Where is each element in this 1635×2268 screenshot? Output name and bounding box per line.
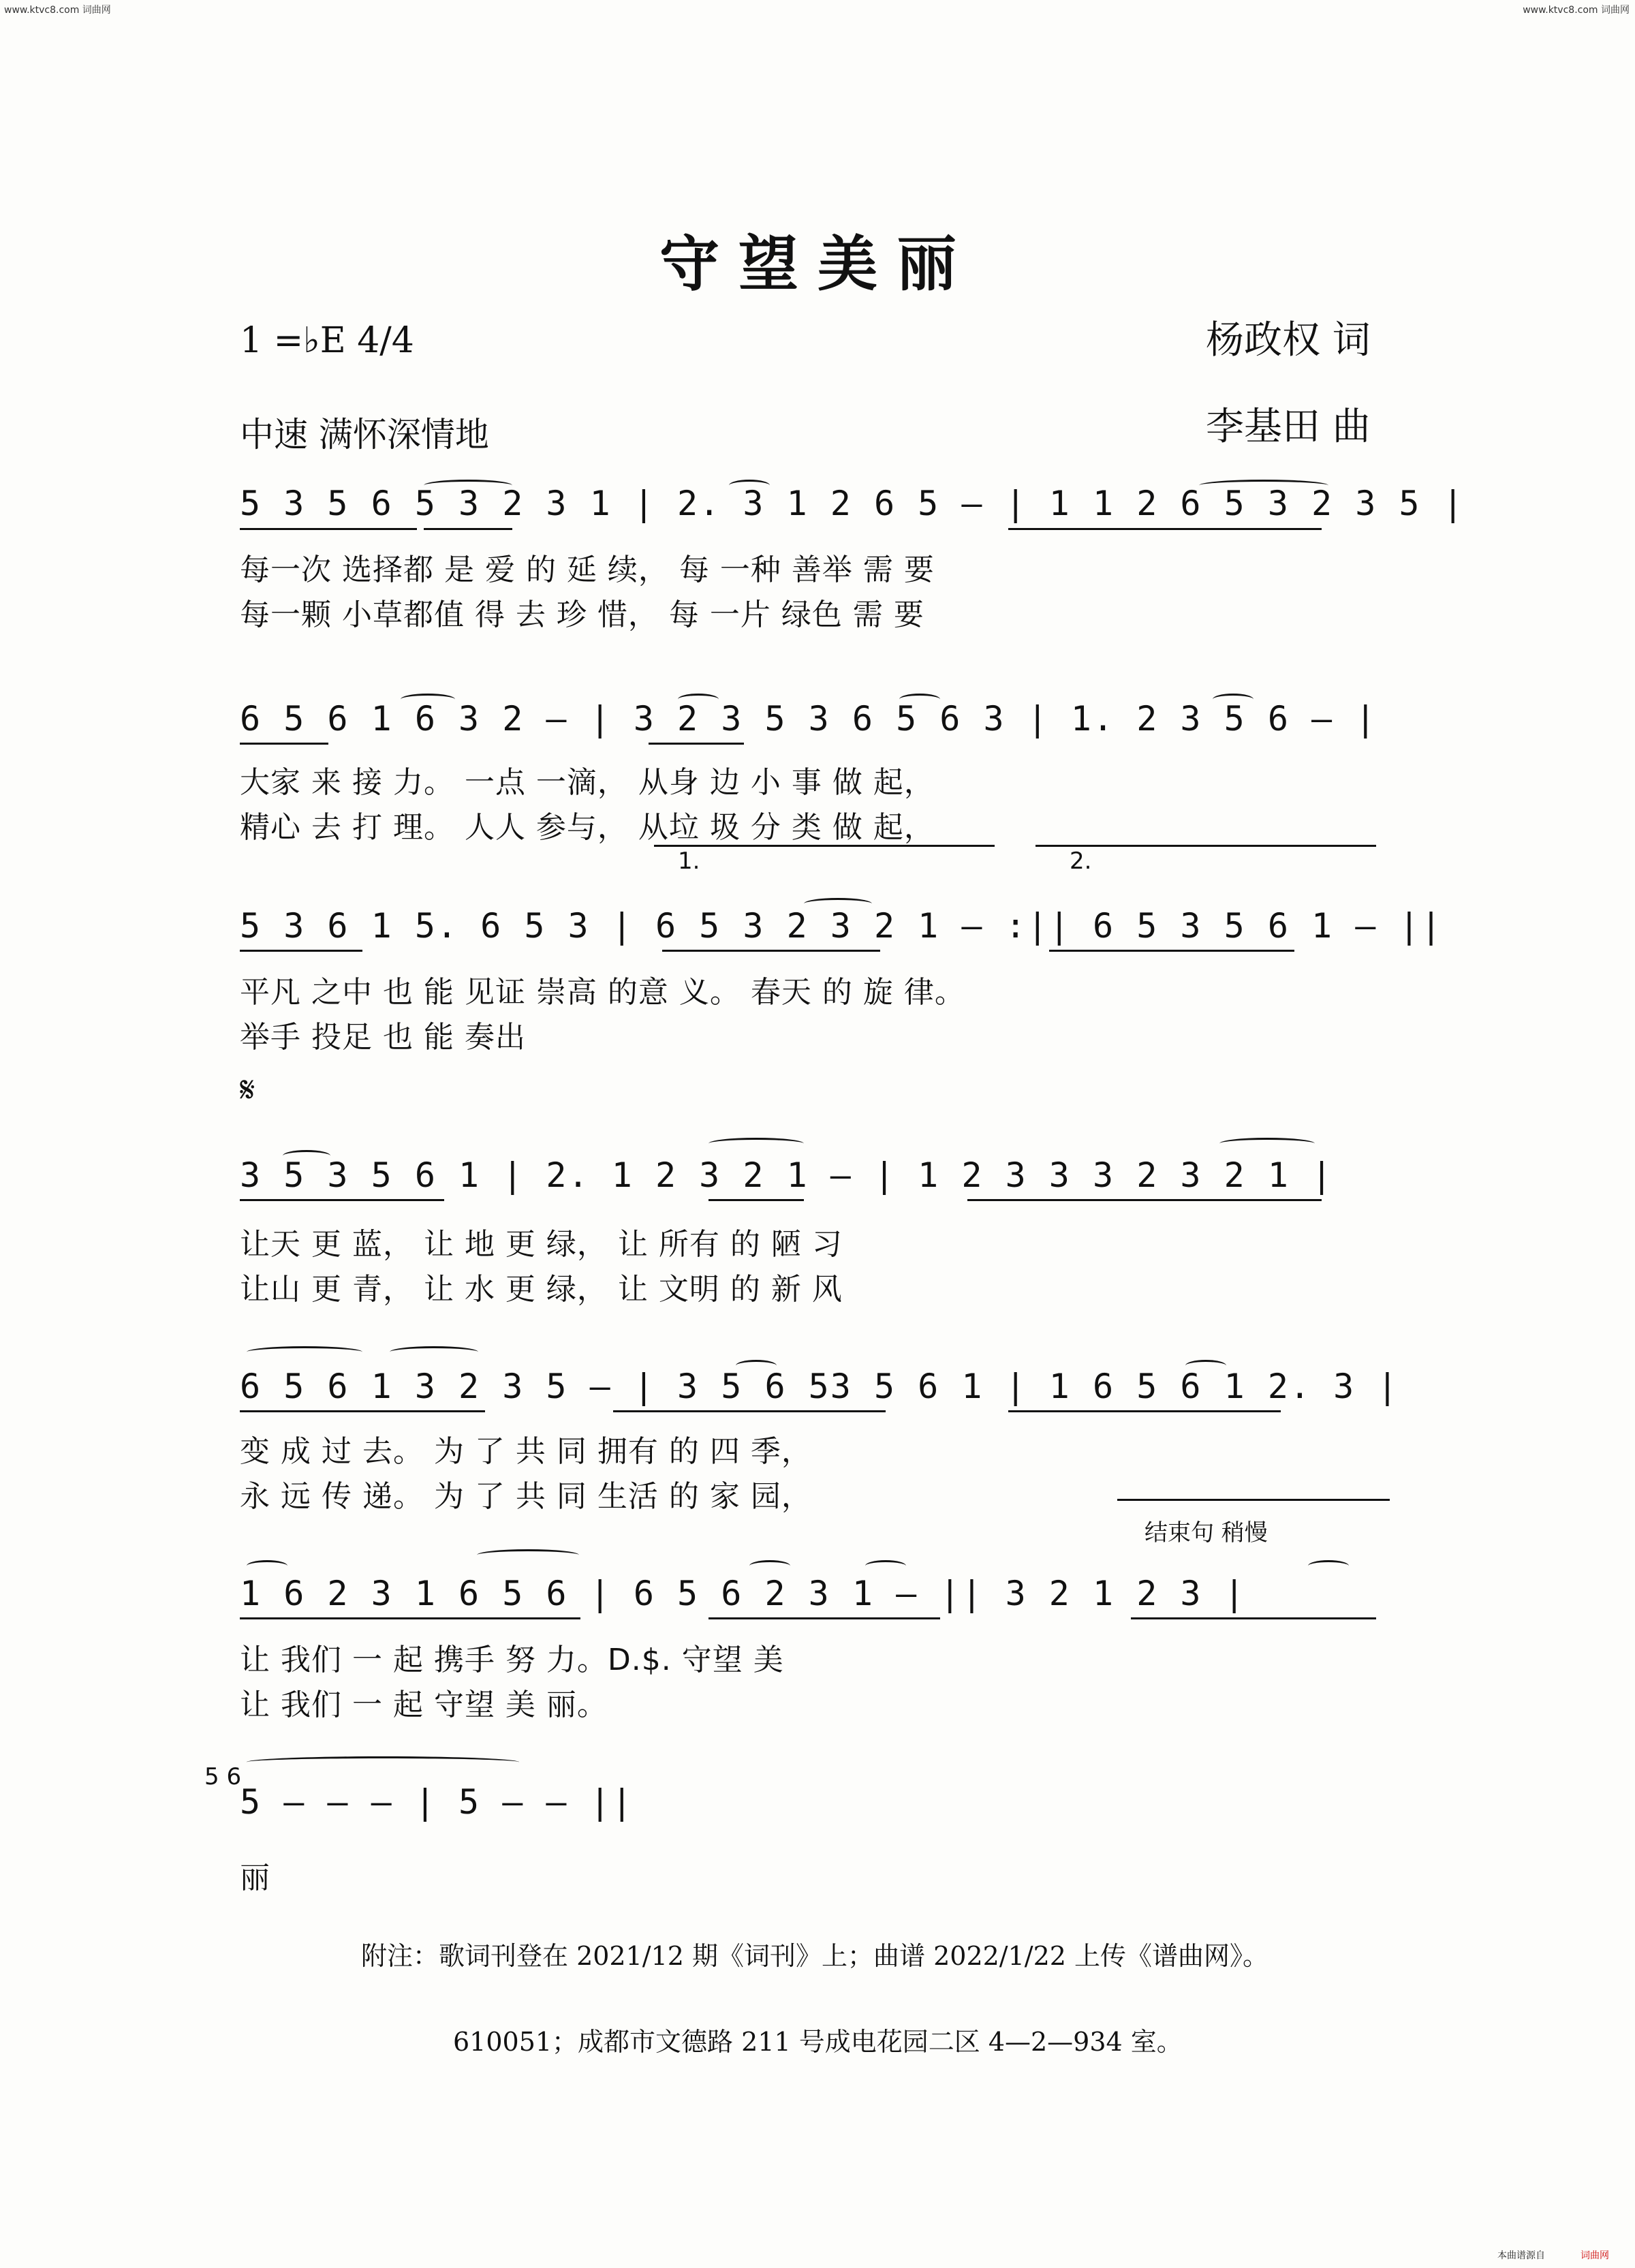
slur	[749, 1560, 790, 1572]
beam-underline	[240, 528, 417, 530]
beam-underline	[613, 1410, 886, 1412]
beam-underline	[1008, 528, 1322, 530]
beam-underline	[662, 950, 880, 952]
lyrics-line-5-verse-1: 变 成 过 去。 为 了 共 同 拥有 的 四 季，	[240, 1434, 812, 1469]
volta-bracket-2	[1036, 845, 1376, 847]
lyrics-line-6-verse-1: 让 我们 一 起 携手 努 力。D.$. 守望 美	[240, 1643, 784, 1677]
corner-watermark-left: www.ktvc8.com 词曲网	[4, 5, 111, 16]
beam-underline	[240, 743, 328, 745]
beam-underline	[649, 743, 744, 745]
lyrics-line-5-verse-2: 永 远 传 递。 为 了 共 同 生活 的 家 园，	[240, 1479, 812, 1514]
beam-underline	[1049, 950, 1294, 952]
lyrics-line-2-verse-2: 精心 去 打 理。 人人 参与， 从垃 圾 分 类 做 起，	[240, 810, 935, 845]
beam-underline	[967, 1199, 1322, 1201]
slur	[401, 694, 455, 705]
slur	[390, 1346, 478, 1358]
song-title: 守望美丽	[659, 229, 976, 299]
segno-sign: 𝄋	[240, 1070, 255, 1110]
beam-underline	[708, 1617, 940, 1619]
ending-annotation: 结束句 稍慢	[1144, 1519, 1268, 1547]
score-line-4-notes: 3 5 3 5 6 1 | 2. 1 2 3 2 1 — | 1 2 3 3 3 2 3 2 1 |	[240, 1155, 1334, 1195]
slur	[1185, 1360, 1226, 1371]
slur	[678, 694, 719, 705]
lyrics-line-6-verse-2: 让 我们 一 起 守望 美 丽。	[240, 1688, 608, 1722]
slur	[1308, 1560, 1349, 1572]
lyrics-line-4-verse-2: 让山 更 青， 让 水 更 绿， 让 文明 的 新 风	[240, 1272, 843, 1307]
tempo-marking: 中速 满怀深情地	[240, 415, 489, 454]
slur	[804, 898, 872, 910]
lyrics-line-1-verse-1: 每一次 选择都 是 爱 的 延 续， 每 一种 善举 需 要	[240, 553, 935, 587]
slur	[899, 694, 940, 705]
slur	[424, 480, 512, 491]
composer-credit: 李基田 曲	[1206, 405, 1371, 449]
beam-underline	[240, 950, 362, 952]
score-line-7-notes: 5 — — — | 5 — — ||	[240, 1782, 634, 1822]
ending-prefix-notes: 5 6	[204, 1763, 242, 1790]
slur	[247, 1346, 362, 1358]
ending-bracket	[1117, 1499, 1390, 1501]
slur	[865, 1560, 906, 1572]
slur	[247, 1560, 287, 1572]
slur	[1219, 1138, 1315, 1149]
corner-watermark-right: www.ktvc8.com 词曲网	[1523, 5, 1630, 16]
lyrics-line-4-verse-1: 让天 更 蓝， 让 地 更 绿， 让 所有 的 陋 习	[240, 1227, 843, 1262]
slur	[1213, 694, 1254, 705]
slur	[736, 1360, 777, 1371]
beam-underline	[1008, 1410, 1281, 1412]
lyrics-line-2-verse-1: 大家 来 接 力。 一点 一滴， 从身 边 小 事 做 起，	[240, 765, 935, 800]
lyrics-line-3-verse-1: 平凡 之中 也 能 见证 崇高 的意 义。 春天 的 旋 律。	[240, 975, 965, 1010]
score-line-6-notes: 1 6 2 3 1 6 5 6 | 6 5 6 2 3 1 — || 3 2 1 2 3 |	[240, 1574, 1246, 1613]
beam-underline	[240, 1199, 444, 1201]
score-line-1-notes: 5 3 5 6 5 3 2 3 1 | 2. 3 1 2 6 5 — | 1 1 2 6 5 3 2 3 5 |	[240, 484, 1465, 523]
volta-1-label: 1.	[678, 848, 700, 875]
slur	[729, 480, 770, 491]
beam-underline	[708, 1199, 804, 1201]
beam-underline	[240, 1410, 485, 1412]
volta-bracket-1	[654, 845, 995, 847]
score-line-2-notes: 6 5 6 1 6 3 2 — | 3 2 3 5 3 6 5 6 3 | 1. 2 3 5 6 — |	[240, 699, 1377, 739]
lyrics-line-7: 丽	[240, 1861, 270, 1895]
score-line-5-notes: 6 5 6 1 3 2 3 5 — | 3 5 6 53 5 6 1 | 1 6 5 6 1 2. 3 |	[240, 1367, 1399, 1406]
footnote-address: 610051；成都市文德路 211 号成电花园二区 4—2—934 室。	[453, 2027, 1183, 2057]
key-signature: 1 =♭E 4/4	[240, 320, 414, 361]
slur	[1199, 480, 1328, 491]
source-stamp-label: 本曲谱源自	[1497, 2250, 1545, 2261]
source-stamp-brand: 词曲网	[1580, 2250, 1609, 2261]
lyricist-credit: 杨政权 词	[1206, 318, 1371, 362]
tie	[247, 1756, 519, 1768]
lyrics-line-1-verse-2: 每一颗 小草都值 得 去 珍 惜， 每 一片 绿色 需 要	[240, 597, 924, 632]
slur	[708, 1138, 804, 1149]
footnote-publication: 附注：歌词刊登在 2021/12 期《词刊》上；曲谱 2022/1/22 上传《谱曲网》。	[361, 1941, 1269, 1971]
beam-underline	[424, 528, 512, 530]
slur	[477, 1549, 579, 1561]
slur	[283, 1150, 330, 1162]
volta-2-label: 2.	[1070, 848, 1092, 875]
beam-underline	[1131, 1617, 1376, 1619]
beam-underline	[240, 1617, 580, 1619]
score-line-3-notes: 5 3 6 1 5. 6 5 3 | 6 5 3 2 3 2 1 — :|| 6 5 3 5 6 1 — ||	[240, 906, 1443, 946]
lyrics-line-3-verse-2: 举手 投足 也 能 奏出	[240, 1020, 526, 1055]
